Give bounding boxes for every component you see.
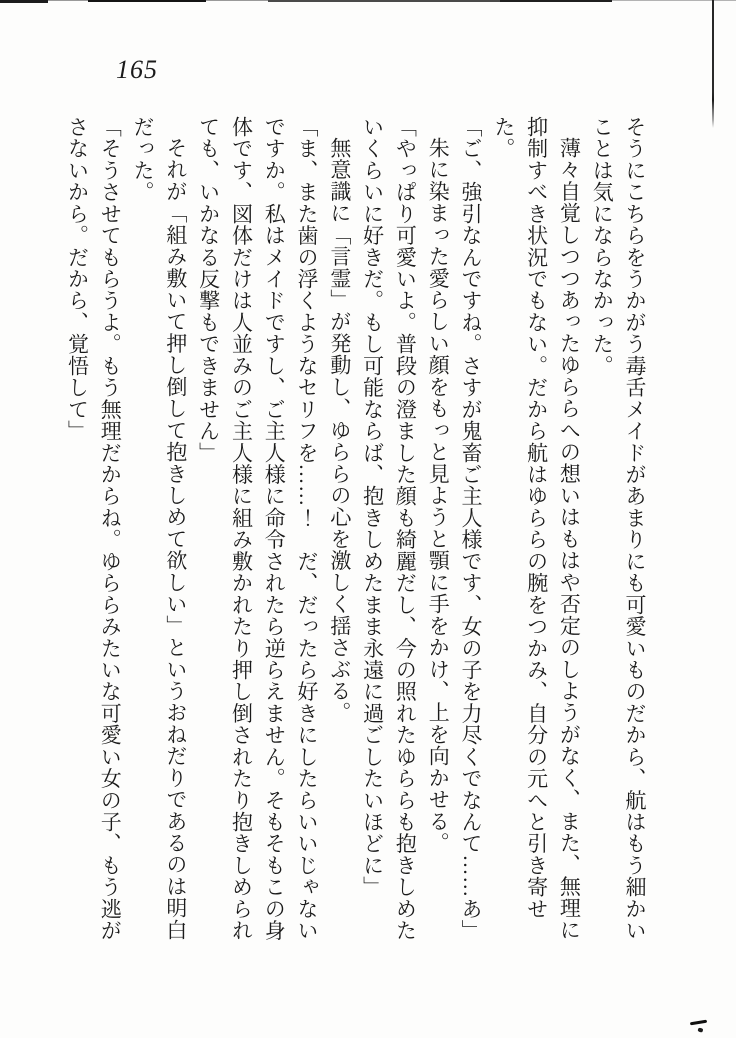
ink-mark-dash	[690, 1020, 707, 1025]
paragraph: 「やっぱり可愛いよ。普段の澄ました顔も綺麗だし、今の照れたゆららも抱きしめたいくらいに好きだ。もし可能ならば、抱きしめたまま永遠に過ごしたいほどに」	[360, 116, 418, 942]
paragraph: 「ま、また歯の浮くようなセリフを……！ だ、だったら好きにしたらいいじゃないですか。私はメイドですし、ご主人様に命令されたら逆らえません。そもそもこの身体です、図体だけは人並みのご主人様に組み敷かれたり押し倒されたり抱きしめられても、いかなる反撃もできません」	[196, 116, 320, 942]
top-edge-dark-segment	[500, 0, 612, 2]
paragraph: 「そうさせてもらうよ。もう無理だからね。ゆららみたいな可愛い女の子、もう逃がさないから。だから、覚悟して」	[65, 116, 123, 942]
ink-mark-dot	[698, 1027, 703, 1032]
paragraph: 朱に染まった愛らしい顔をもっと見ようと顎に手をかけ、上を向かせる。	[426, 137, 451, 854]
top-edge-dark-segment	[268, 0, 508, 2]
top-edge-dark-segment	[0, 0, 48, 3]
paragraph: それが「組み敷いて押し倒して抱きしめて欲しい」というおねだりであるのは明白だった。	[131, 116, 188, 941]
paragraph: 「ご、強引なんですね。さすが鬼畜ご主人様です、女の子を力尽くでなんて……あ」	[459, 116, 484, 942]
paragraph: 薄々自覚しつつあったゆららへの想いはもはや否定のしようがなく、また、無理に抑制すべき状況でもない。だから航はゆららの腕をつかみ、自分の元へと引き寄せた。	[491, 116, 582, 941]
paragraph: 無意識に「言霊」が発動し、ゆららの心を激しく揺さぶる。	[327, 137, 352, 724]
page-crease-line	[712, 0, 714, 128]
top-edge-light-segment	[612, 0, 736, 1]
body-text-block	[61, 116, 651, 957]
top-edge-dark-segment	[88, 0, 206, 2]
page-number: 165	[116, 55, 158, 84]
paragraph: そうにこちらをうかがう毒舌メイドがあまりにも可愛いものだから、航はもう細かいことは気にならなかった。	[590, 116, 647, 942]
